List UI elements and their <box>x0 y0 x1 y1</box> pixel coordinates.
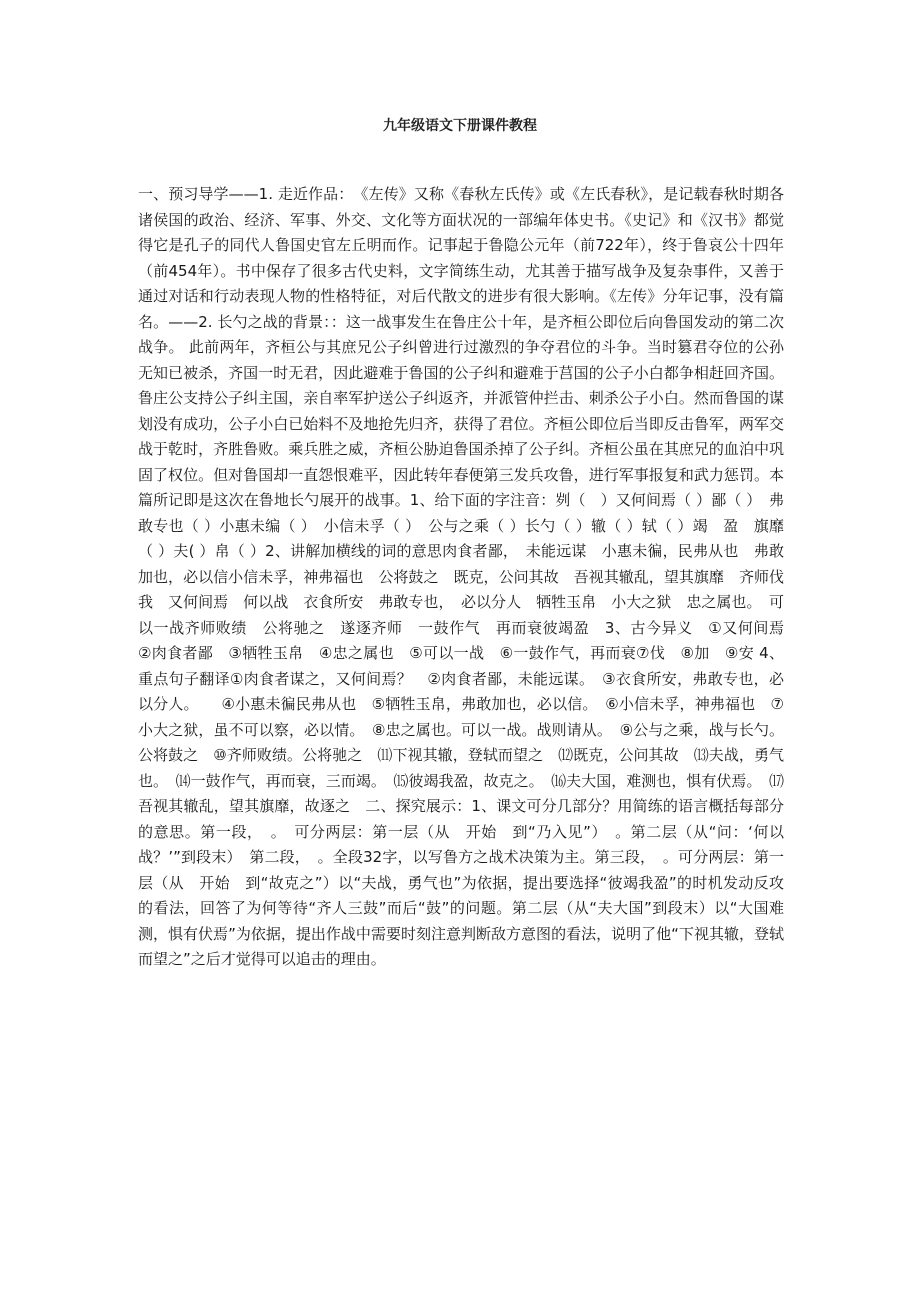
document-body-paragraph: 一、预习导学——1. 走近作品： 《左传》又称《春秋左氏传》或《左氏春秋》，是记载春秋时期各诸侯国的政治、经济、军事、外交、文化等方面状况的一部编年体史书。《史记》和《汉书》都觉得它是孔子的同代人鲁国史官左丘明而作。记事起于鲁隐公元年（前722年），终于鲁哀公十四年（前454年）。书中保存了很多古代史料，文字简练生动，尤其善于描写战争及复杂事件，又善于通过对话和行动表现人物的性格特征，对后代散文的进步有很大影响。《左传》分年记事，没有篇名。——2. 长勺之战的背景：：这一战事发生在鲁庄公十年，是齐桓公即位后向鲁国发动的第二次战争。 此前两年，齐桓公与其庶兄公子纠曾进行过激烈的争夺君位的斗争。当时篡君夺位的公孙无知已被杀，齐国一时无君，因此避难于鲁国的公子纠和避难于莒国的公子小白都争相赶回齐国。鲁庄公支持公子纠主国，亲自率军护送公子纠返齐，并派管仲拦击、刺杀公子小白。然而鲁国的谋划没有成功，公子小白已始料不及地抢先归齐，获得了君位。齐桓公即位后当即反击鲁军，两军交战于乾时，齐胜鲁败。乘兵胜之威，齐桓公胁迫鲁国杀掉了公子纠。齐桓公虽在其庶兄的血泊中巩固了权位。但对鲁国却一直怨恨难平，因此转年春便第三发兵攻鲁，进行军事报复和武力惩罚。本篇所记即是这次在鲁地长勺展开的战事。1、给下面的字注音：刿（ ）又何间焉（ ）鄙（ ） 弗敢专也（ ）小惠未编（ ） 小信未孚（ ） 公与之乘（ ）长勺（ ）辙（ ）轼（ ）竭 盈 旗靡（ ）夫( ）帛（ ）2、讲解加横线的词的意思肉食者鄙， 未能远谋 小惠未徧，民弗从也 弗敢加也，必以信小信未孚，神弗福也 公将鼓之 既克，公问其故 吾视其辙乱，望其旗靡 齐师伐我 又何间焉 何以战 衣食所安 弗敢专也， 必以分人 牺牲玉帛 小大之狱 忠之属也。 可以一战齐师败绩 公将驰之 遂逐齐师 一鼓作气 再而衰彼竭盈 3、古今异义 ①又何间焉 ②肉食者鄙 ③牺牲玉帛 ④忠之属也 ⑤可以一战 ⑥一鼓作气，再而衰⑦伐 ⑧加 ⑨安 4、重点句子翻译①肉食者谋之，又何间焉？ ②肉食者鄙，未能远谋。 ③衣食所安，弗敢专也，必以分人。 ④小惠未徧民弗从也 ⑤牺牲玉帛，弗敢加也，必以信。 ⑥小信未孚，神弗福也 ⑦小大之狱，虽不可以察，必以情。 ⑧忠之属也。可以一战。战则请从。 ⑨公与之乘，战与长勺。公将鼓之 ⑩齐师败绩。公将驰之 ⑾下视其辙，登轼而望之 ⑿既克，公问其故 ⒀夫战，勇气也。 ⒁一鼓作气，再而衰，三而竭。 ⒂彼竭我盈，故克之。 ⒃夫大国，难测也，惧有伏焉。 ⒄吾视其辙乱，望其旗靡，故逐之 二、探究展示：1、课文可分几部分？用简练的语言概括每部分的意思。第一段， 。 可分两层：第一层（从 开始 到“乃入见”） 。第二层（从“问：‘何以战？’”到段末） 第二段， 。全段32字，以写鲁方之战术决策为主。第三段， 。可分两层：第一层（从 开始 到“故克之”）以“夫战，勇气也”为依据，提出要选择“彼竭我盈”的时机发动反攻的看法，回答了为何等待“齐人三鼓”而后“鼓”的问题。第二层（从“夫大国”到段末）以“大国难测，惧有伏焉”为依据，提出作战中需要时刻注意判断敌方意图的看法，说明了他“下视其辙，登轼而望之”之后才觉得可以追击的理由。 <box>138 185 800 968</box>
document-title: 九年级语文下册课件教程 <box>383 118 537 134</box>
